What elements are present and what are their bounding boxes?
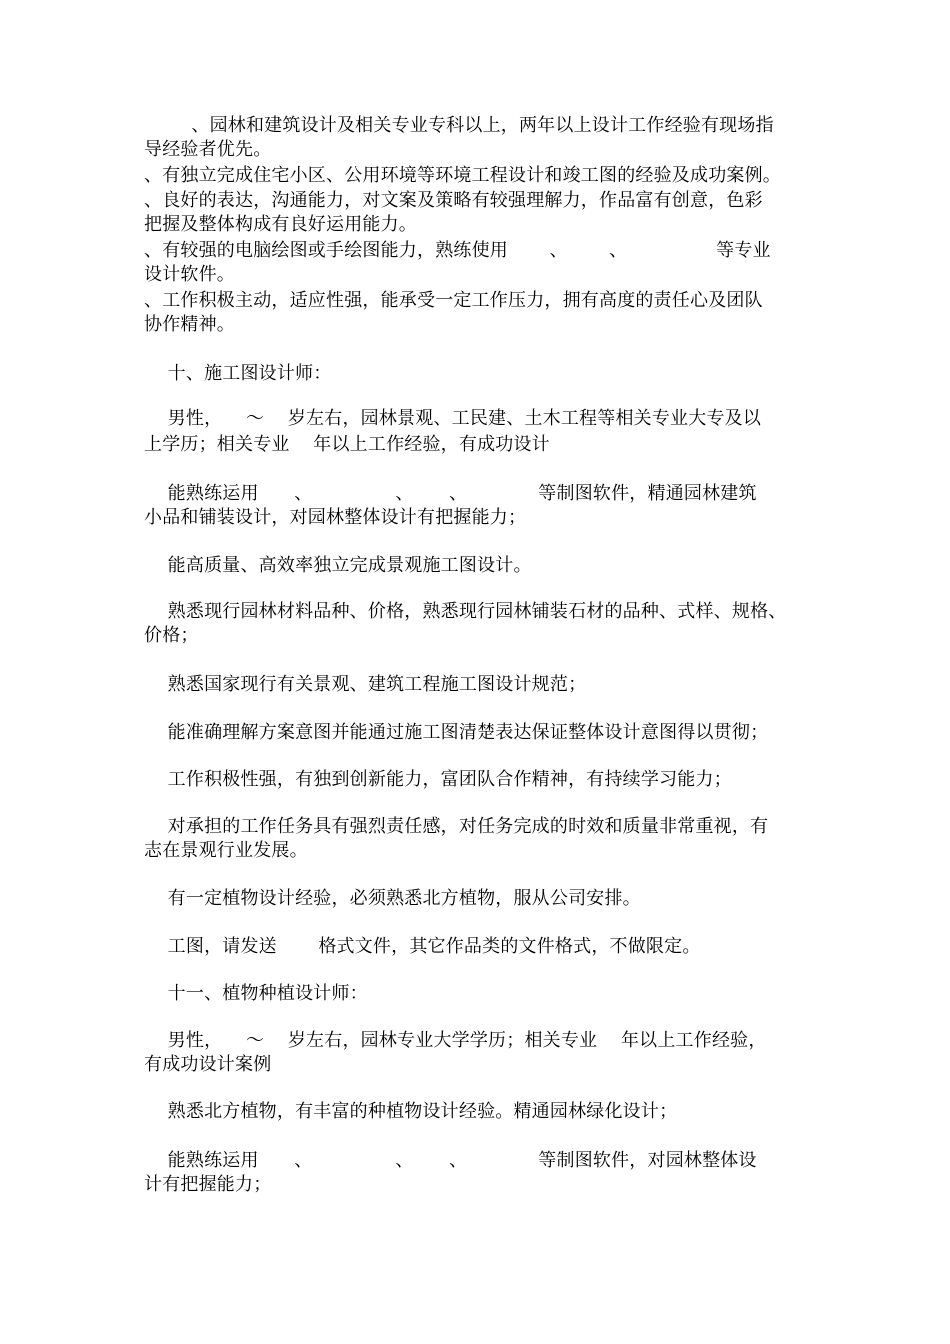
text-line: 上学历；相关专业 年以上工作经验，有成功设计 [144,434,550,455]
text-line: 、良好的表达，沟通能力，对文案及策略有较强理解力，作品富有创意，色彩 [144,190,763,211]
text-line: 工作积极性强，有独到创新能力，富团队合作精神，有持续学习能力； [144,769,732,790]
text-line: 小品和铺装设计，对园林整体设计有把握能力； [144,507,527,528]
text-line: 有一定植物设计经验，必须熟悉北方植物，服从公司安排。 [144,888,641,909]
text-line: 志在景观行业发展。 [144,840,308,861]
text-line: 协作精神。 [144,314,235,335]
section-heading: 十、施工图设计师： [144,363,332,384]
text-line: 工图，请发送 格式文件，其它作品类的文件格式，不做限定。 [144,936,701,957]
text-line: 熟悉现行园林材料品种、价格，熟悉现行园林铺装石材的品种、式样、规格、 [144,601,787,622]
text-line: 有成功设计案例 [144,1054,272,1075]
text-line: 、有独立完成住宅小区、公用环境等环境工程设计和竣工图的经验及成功案例。 [144,165,781,186]
text-line: 把握及整体构成有良好运用能力。 [144,214,417,235]
text-line: 能高质量、高效率独立完成景观施工图设计。 [144,555,532,576]
text-line: 能熟练运用 、 、 、 等制图软件，对园林整体设 [144,1150,757,1171]
text-line: 熟悉国家现行有关景观、建筑工程施工图设计规范； [144,674,587,695]
text-line: 导经验者优先。 [144,139,272,160]
text-line: 能准确理解方案意图并能通过施工图清楚表达保证整体设计意图得以贯彻； [144,722,769,743]
text-line: 、园林和建筑设计及相关专业专科以上，两年以上设计工作经验有现场指 [144,115,774,136]
text-line: 、工作积极主动，适应性强，能承受一定工作压力，拥有高度的责任心及团队 [144,290,763,311]
text-line: 熟悉北方植物，有丰富的种植物设计经验。精通园林绿化设计； [144,1101,678,1122]
text-line: 男性， ～ 岁左右，园林专业大学学历；相关专业 年以上工作经验， [144,1030,767,1051]
section-heading: 十一、植物种植设计师： [144,983,368,1004]
text-line: 能熟练运用 、 、 、 等制图软件，精通园林建筑 [144,483,757,504]
text-line: 价格； [144,625,199,646]
text-line: 男性， ～ 岁左右，园林景观、工民建、土木工程等相关专业大专及以 [144,408,762,429]
text-line: 设计软件。 [144,264,235,285]
text-line: 计有把握能力； [144,1174,272,1195]
text-line: 、有较强的电脑绘图或手绘图能力，熟练使用 、 、 等专业 [144,240,771,261]
text-line: 对承担的工作任务具有强烈责任感，对任务完成的时效和质量非常重视，有 [144,816,769,837]
